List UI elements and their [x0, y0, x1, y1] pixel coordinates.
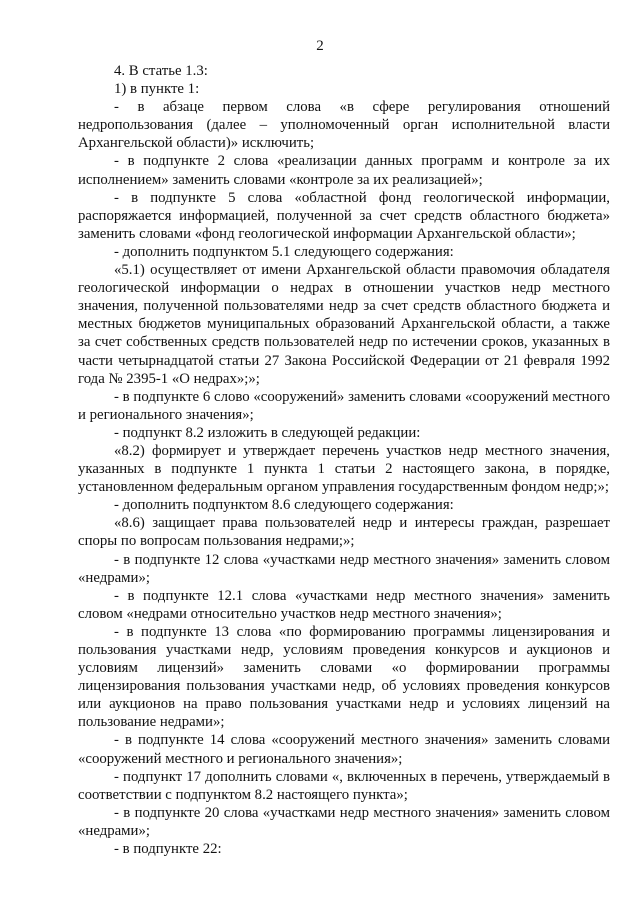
paragraph-amendment-first-clause: - в абзаце первом слова «в сфере регулирования отношений недропользования (далее – уполномоченный орган исполнительной власти Архангельской области)» исключить; [78, 99, 610, 152]
page-number: 2 [316, 38, 324, 54]
document-body [78, 62, 610, 858]
paragraph-amendment-subpoint-20: - в подпункте 20 слова «участками недр местного значения» заменить словом «недрами»; [78, 804, 610, 839]
paragraph-subpoint-8-6-text: «8.6) защищает права пользователей недр и интересы граждан, разрешает споры по вопросам пользования недрами;»; [78, 515, 610, 550]
paragraph-amendment-subpoint-12-1: - в подпункте 12.1 слова «участками недр местного значения» заменить словом «недрами относительно участков недр местного значения»; [78, 587, 610, 622]
paragraph-restate-subpoint-8-2: - подпункт 8.2 изложить в следующей редакции: [114, 424, 421, 441]
paragraph-amendment-subpoint-14: - в подпункте 14 слова «сооружений местного значения» заменить словами «сооружений местного и регионального значения»; [78, 732, 610, 767]
paragraph-amendment-subpoint-22: - в подпункте 22: [114, 841, 222, 858]
paragraph-point-1: 1) в пункте 1: [114, 81, 200, 98]
paragraph-amendment-subpoint-12: - в подпункте 12 слова «участками недр местного значения» заменить словом «недрами»; [78, 551, 610, 586]
paragraph-amendment-subpoint-13: - в подпункте 13 слова «по формированию программы лицензирования и пользования участками недр, условиям проведения конкурсов и аукционов и условиям лицензий» заменить словами «о формировании программы лицензирования пользования участками недр, об условиях проведения конкурсов или аукционов на право пользования участками недр и условиях лицензий на пользование недрами»; [78, 623, 610, 731]
paragraph-subpoint-8-2-text: «8.2) формирует и утверждает перечень участков недр местного значения, указанных в подпункте 1 пункта 1 статьи 2 настоящего закона, в порядке, установленном федеральным органом управления государственным фондом недр;»; [78, 442, 610, 496]
paragraph-add-subpoint-8-6: - дополнить подпунктом 8.6 следующего содержания: [114, 497, 454, 514]
paragraph-amendment-subpoint-2: - в подпункте 2 слова «реализации данных программ и контроле за их исполнением» заменить словами «контроле за их реализацией»; [78, 153, 610, 188]
paragraph-subpoint-5-1-text: «5.1) осуществляет от имени Архангельской области правомочия обладателя геологической информации о недрах в отношении участков недр местного значения, полученной пользователями недр за счет средств областного бюджета и местных бюджетов муниципальных образований Архангельской области, а также за счет собственных средств пользователей недр по истечении сроков, указанных в части четырнадцатой статьи 27 Закона Российской Федерации от 21 февраля 1992 года № 2395-1 «О недрах»;»; [78, 262, 610, 387]
paragraph-add-subpoint-5-1: - дополнить подпунктом 5.1 следующего содержания: [114, 243, 454, 260]
paragraph-amendment-subpoint-5: - в подпункте 5 слова «областной фонд геологической информации, распоряжается информацией, полученной за счет средств областного бюджета» заменить словами «фонд геологической информации Архангельской области»; [78, 189, 610, 242]
paragraph-amendment-subpoint-17: - подпункт 17 дополнить словами «, включенных в перечень, утверждаемый в соответствии с подпунктом 8.2 настоящего пункта»; [78, 768, 610, 803]
paragraph-article-heading: 4. В статье 1.3: [114, 63, 208, 79]
paragraph-amendment-subpoint-6: - в подпункте 6 слово «сооружений» заменить словами «сооружений местного и регионального значения»; [78, 388, 610, 423]
